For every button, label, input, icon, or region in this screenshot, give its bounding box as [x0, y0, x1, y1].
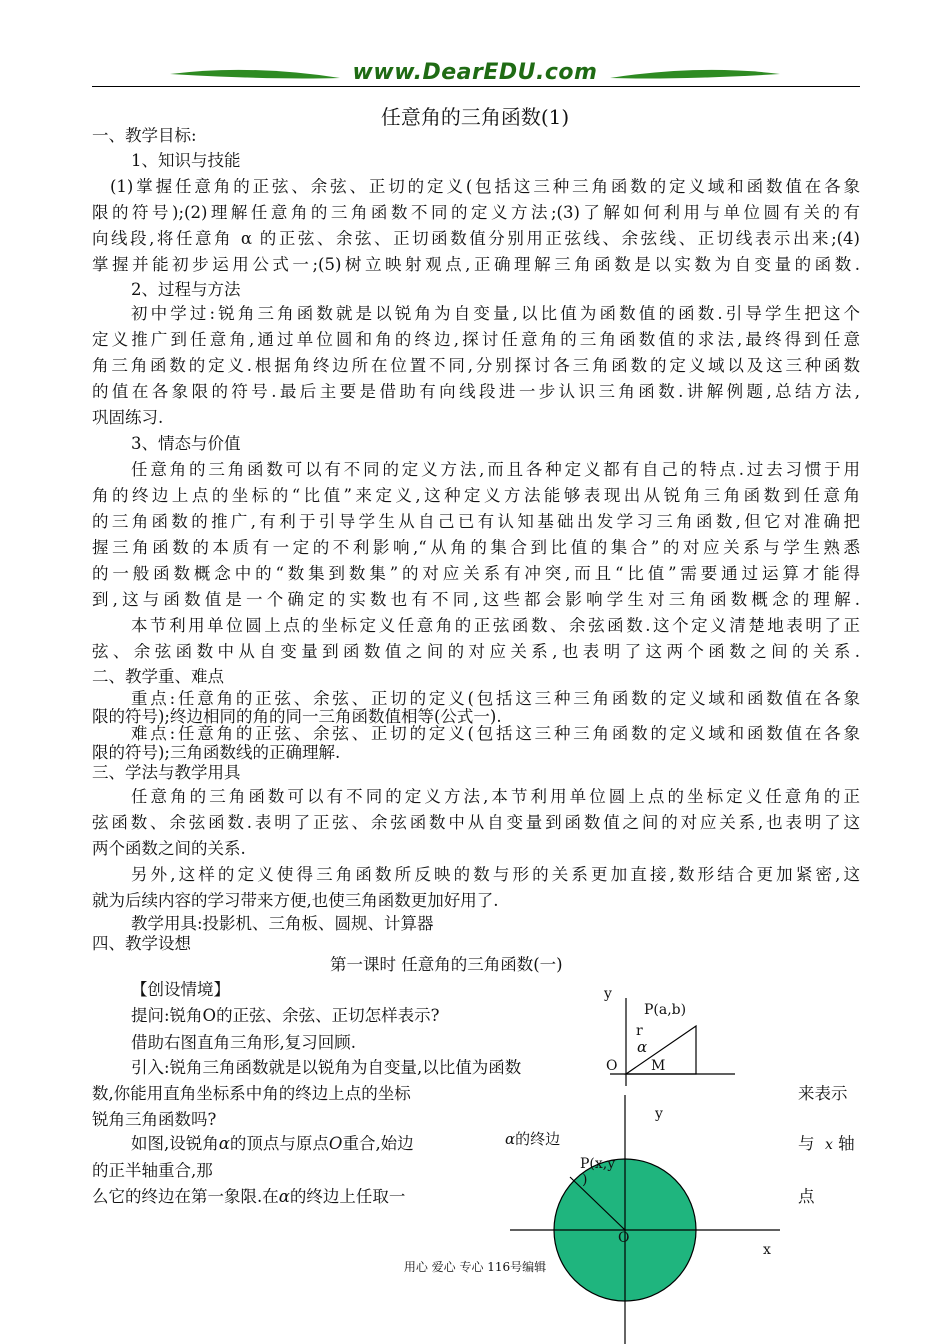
paragraph-line: 定义推广到任意角,通过单位圆和角的终边,探讨任意角的三角函数值的求法,最终得到任意: [92, 330, 860, 349]
section-2-heading: 二、教学重、难点: [92, 667, 224, 686]
paragraph-line: 角的终边上点的坐标的“比值”来定义,这种定义方法能够表现出从锐角三角函数到任意角: [92, 486, 860, 505]
figure-description-line: 的正半轴重合,那: [92, 1161, 213, 1180]
intro-line: 引入:锐角三角函数就是以锐角为自变量,以比值为函数: [131, 1058, 522, 1077]
fig2-x-label: x: [763, 1242, 771, 1258]
figure-description-line: 么它的终边在第一象限.在α的终边上任取一: [92, 1187, 406, 1206]
paragraph-line: 初中学过:锐角三角函数就是以锐角为自变量,以比值为函数值的函数.引导学生把这个: [131, 304, 860, 323]
fig2-y-label: y: [655, 1106, 663, 1122]
paragraph-line: 弦函数、余弦函数.表明了正弦、余弦函数中从自变量到函数值之间的对应关系,也表明了这: [92, 813, 860, 832]
fig1-m-label: M: [651, 1058, 666, 1074]
difficulty-line: 难点:任意角的正弦、余弦、正切的定义(包括这三种三角函数的定义域和函数值在各象: [131, 724, 860, 743]
fig2-point-label-cont: ): [582, 1172, 588, 1188]
fig1-alpha-label: α: [637, 1038, 648, 1056]
fig2-side-label: α的终边: [505, 1130, 561, 1148]
paragraph-line: 握三角函数的本质有一定的不利影响,“从角的集合到比值的集合”的对应关系与学生熟悉: [92, 538, 860, 557]
paragraph-line: 的一般函数概念中的“数集到数集”的对应关系有冲突,而且“比值”需要通过运算才能得: [92, 564, 860, 583]
review-line: 借助右图直角三角形,复习回顾.: [131, 1033, 356, 1052]
paragraph-line: 到,这与函数值是一个确定的实数也有不同,这些都会影响学生对三角函数概念的理解.: [92, 590, 860, 609]
paragraph-line: 向线段,将任意角 α 的正弦、余弦、正切函数值分别用正弦线、余弦线、正切线表示出来;(4): [92, 229, 860, 248]
figure-description-right: 点: [798, 1187, 815, 1206]
difficulty-line: 限的符号);三角函数线的正确理解.: [92, 743, 341, 762]
subsection-knowledge: 1、知识与技能: [131, 151, 241, 170]
paragraph-line: (1)掌握任意角的正弦、余弦、正切的定义(包括这三种三角函数的定义域和函数值在各象: [110, 177, 860, 196]
paragraph-line: 角三角函数的定义.根据角终边所在位置不同,分别探讨各三角函数的定义域以及这三种函数: [92, 356, 860, 375]
fig2-o-label: O: [618, 1230, 630, 1246]
section-1-heading: 一、教学目标:: [92, 126, 197, 145]
paragraph-line: 就为后续内容的学习带来方便,也使三角函数更加好用了.: [92, 891, 499, 910]
figure-description-line: 如图,设锐角α的顶点与原点O重合,始边: [131, 1134, 414, 1153]
paragraph-line: 另外,这样的定义使得三角函数所反映的数与形的关系更加直接,数形结合更加紧密,这: [131, 865, 860, 884]
fig1-r-label: r: [636, 1023, 643, 1039]
section-3-heading: 三、学法与教学用具: [92, 763, 241, 782]
paragraph-line: 巩固练习.: [92, 408, 164, 427]
fig1-point-label: P(a,b): [644, 1002, 687, 1018]
paragraph-line: 的三角函数的推广,有利于引导学生从自己已有认知基础出发学习三角函数,但它对准确把: [92, 512, 860, 531]
intro-line: 数,你能用直角坐标系中角的终边上点的坐标: [92, 1084, 411, 1103]
subsection-values: 3、情态与价值: [131, 434, 241, 453]
fig2-point-label: P(x,y: [580, 1156, 616, 1172]
question-line: 提问:锐角O的正弦、余弦、正切怎样表示?: [131, 1006, 440, 1025]
header-rule: [92, 86, 860, 87]
lesson-title: 第一课时 任意角的三角函数(一): [330, 955, 563, 974]
key-point-line: 限的符号);终边相同的角的同一三角函数值相等(公式一).: [92, 707, 502, 726]
subsection-process: 2、过程与方法: [131, 280, 241, 299]
paragraph-line: 掌握并能初步运用公式一;(5)树立映射观点,正确理解三角函数是以实数为自变量的函数.: [92, 255, 860, 274]
paragraph-line: 任意角的三角函数可以有不同的定义方法,而且各种定义都有自己的特点.过去习惯于用: [131, 460, 860, 479]
section-4-heading: 四、教学设想: [92, 934, 191, 953]
paragraph-line: 的值在各象限的符号.最后主要是借助有向线段进一步认识三角函数.讲解例题,总结方法,: [92, 382, 860, 401]
situation-heading: 【创设情境】: [131, 980, 230, 999]
page-footer: 用心 爱心 专心 116号编辑: [403, 1260, 547, 1274]
intro-line-right: 来表示: [798, 1084, 848, 1103]
site-logo: [170, 56, 780, 90]
paragraph-line: 限的符号);(2)理解任意角的三角函数不同的定义方法;(3)了解如何利用与单位圆有关的有: [92, 203, 860, 222]
fig1-o-label: O: [606, 1058, 618, 1074]
page-title: 任意角的三角函数(1): [380, 105, 570, 129]
fig1-y-label: y: [604, 986, 612, 1002]
paragraph-line: 两个函数之间的关系.: [92, 839, 246, 858]
key-point-line: 重点:任意角的正弦、余弦、正切的定义(包括这三种三角函数的定义域和函数值在各象: [131, 689, 860, 708]
intro-line: 锐角三角函数吗?: [92, 1110, 217, 1129]
paragraph-line: 弦、余弦函数中从自变量到函数值之间的对应关系,也表明了这两个函数之间的关系.: [92, 642, 860, 661]
figure-description-right: 与 x 轴: [798, 1134, 855, 1153]
paragraph-line: 本节利用单位圆上点的坐标定义任意角的正弦函数、余弦函数.这个定义清楚地表明了正: [131, 616, 860, 635]
logo-text: www.DearEDU.com: [352, 60, 598, 85]
tools-line: 教学用具:投影机、三角板、圆规、计算器: [131, 914, 434, 933]
paragraph-line: 任意角的三角函数可以有不同的定义方法,本节利用单位圆上点的坐标定义任意角的正: [131, 787, 860, 806]
